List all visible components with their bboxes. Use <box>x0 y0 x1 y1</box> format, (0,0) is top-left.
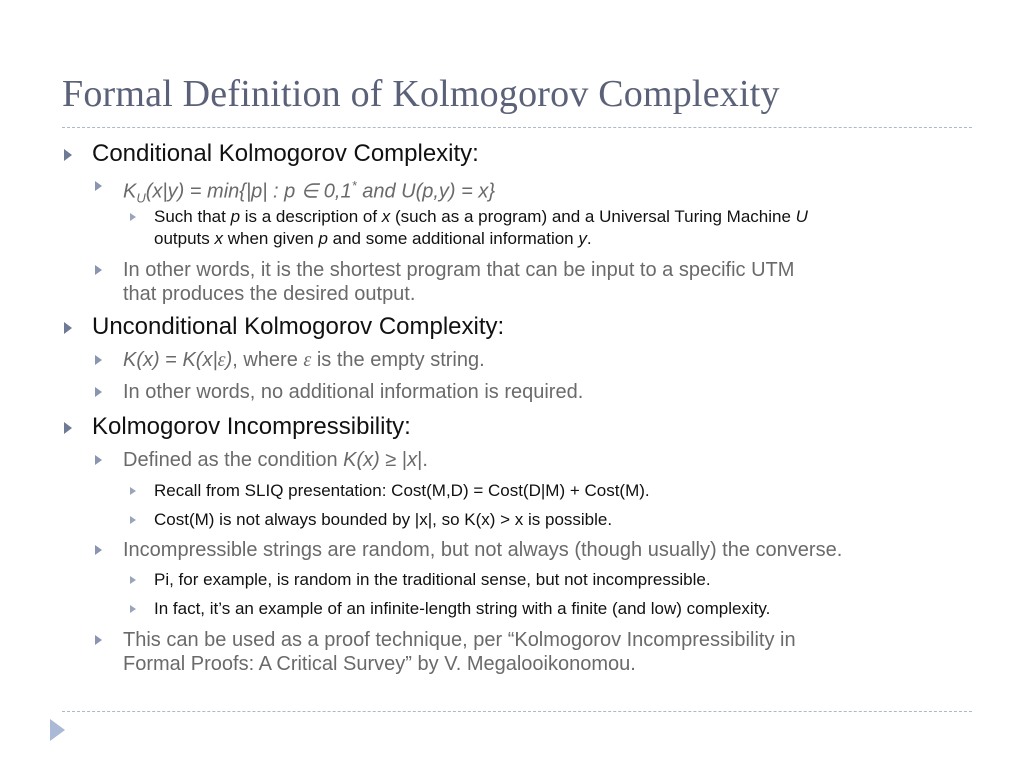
bullet-arrow-icon <box>64 322 72 334</box>
bullet-arrow-icon <box>64 149 72 161</box>
bullet-arrow-icon <box>95 355 102 365</box>
bullet-arrow-icon <box>64 422 72 434</box>
bullet-arrow-icon <box>95 265 102 275</box>
conditional-detail-line2: outputs x when given p and some additional information y. <box>154 229 592 248</box>
proof-technique-line2: Formal Proofs: A Critical Survey” by V. Megalooikonomou. <box>123 653 636 675</box>
bullet-arrow-icon <box>95 181 102 191</box>
bullet-arrow-icon <box>130 605 136 613</box>
bullet-arrow-icon <box>130 487 136 495</box>
bullet-arrow-icon <box>95 387 102 397</box>
random-strings-text: Incompressible strings are random, but not always (though usually) the converse. <box>123 539 843 561</box>
conditional-other-words-line1: In other words, it is the shortest program that can be input to a specific UTM <box>123 259 795 281</box>
bullet-arrow-icon <box>130 576 136 584</box>
play-arrow-icon <box>50 719 65 741</box>
proof-technique-line1: This can be used as a proof technique, per “Kolmogorov Incompressibility in <box>123 629 796 651</box>
footer-divider <box>62 711 972 712</box>
bullet-arrow-icon <box>95 455 102 465</box>
unconditional-heading: Unconditional Kolmogorov Complexity: <box>92 313 505 340</box>
bullet-arrow-icon <box>130 516 136 524</box>
pi-example-text: Pi, for example, is random in the traditional sense, but not incompressible. <box>154 570 711 589</box>
slide-title: Formal Definition of Kolmogorov Complexity <box>62 73 780 115</box>
bullet-arrow-icon <box>95 635 102 645</box>
bullet-arrow-icon <box>95 545 102 555</box>
unconditional-formula: K(x) = K(x|ε), where ε is the empty string. <box>123 349 485 371</box>
conditional-other-words-line2: that produces the desired output. <box>123 283 416 305</box>
cost-bound-text: Cost(M) is not always bounded by |x|, so K(x) > x is possible. <box>154 510 613 529</box>
bullet-arrow-icon <box>130 213 136 221</box>
conditional-formula: $K_U(x|y) = \min\{|p|$ : p ∈ 0,1* and U(p,y) = x} <box>123 178 496 206</box>
incompressibility-heading: Kolmogorov Incompressibility: <box>92 413 411 440</box>
unconditional-other-words: In other words, no additional information is required. <box>123 381 584 403</box>
recall-text: Recall from SLIQ presentation: Cost(M,D) = Cost(D|M) + Cost(M). <box>154 481 650 500</box>
incompressibility-defined: Defined as the condition K(x) ≥ |x|. <box>123 449 428 471</box>
conditional-detail-line1: Such that p is a description of x (such as a program) and a Universal Turing Machine U <box>154 207 808 226</box>
in-fact-text: In fact, it’s an example of an infinite-length string with a finite (and low) complexity. <box>154 599 771 618</box>
conditional-heading: Conditional Kolmogorov Complexity: <box>92 140 479 167</box>
